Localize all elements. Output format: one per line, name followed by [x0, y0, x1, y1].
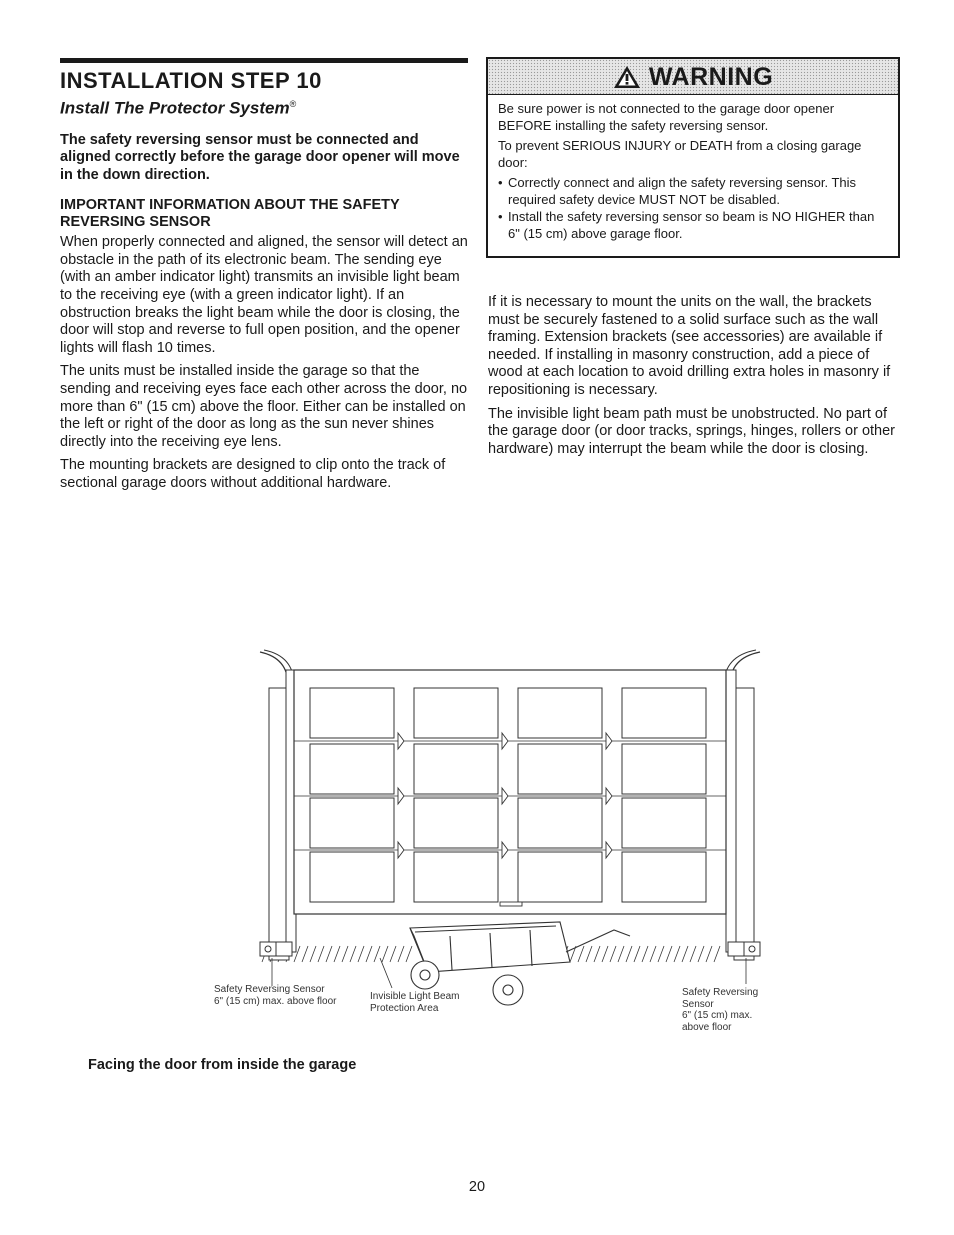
- beam-label-line1: Invisible Light Beam: [370, 991, 460, 1002]
- warning-body: [488, 95, 898, 242]
- right-sensor-label-line2: 6" (15 cm) max. above floor: [682, 1010, 753, 1033]
- body-paragraph-2: The units must be installed inside the garage so that the sending and receiving eyes face each other across the door, no more than 6" (15 cm) above the floor. Either can be installed on the left or right of the door as long as the sun never shines directly into the receiving eye lens.: [60, 363, 468, 450]
- warning-bullet-text: Correctly connect and align the safety reversing sensor. This required safety device MUST NOT be disabled.: [508, 175, 857, 207]
- left-track-curve: [260, 652, 288, 685]
- left-sensor-label-line2: 6" (15 cm) max. above floor: [214, 995, 337, 1007]
- figure-caption: Facing the door from inside the garage: [88, 1057, 357, 1073]
- right-sensor: [728, 942, 760, 956]
- warning-bullet-2: [498, 208, 888, 242]
- warning-triangle-icon: [613, 65, 641, 89]
- subtitle-text: Install The Protector System: [60, 98, 290, 118]
- garage-door-drawing: [200, 640, 780, 1030]
- garage-door-illustration: [200, 640, 780, 1033]
- left-column: [60, 58, 468, 498]
- warning-box: [486, 57, 900, 258]
- body-paragraph-3: The mounting brackets are designed to clip onto the track of sectional garage doors without additional hardware.: [60, 457, 446, 491]
- section-rule: [60, 58, 468, 63]
- step-title: INSTALLATION STEP 10: [60, 68, 322, 93]
- right-sensor-label-line1: Safety Reversing Sensor: [682, 987, 759, 1010]
- page-number: 20: [468, 1179, 486, 1195]
- right-paragraph-1: If it is necessary to mount the units on the wall, the brackets must be securely fastened to a solid surface such as the wall framing. Extension brackets (see accessories) are available if needed. If installing in masonry construction, add a piece of wood at each location to avoid drilling extra holes in masonry if repositioning is necessary.: [488, 294, 891, 398]
- left-sensor-label: [214, 984, 337, 1007]
- right-sensor-label: [682, 987, 780, 1033]
- right-column: [488, 294, 898, 464]
- right-track: [726, 670, 736, 952]
- warning-bullet-text: Install the safety reversing sensor so beam is NO HIGHER than 6" (15 cm) above garage floor.: [508, 209, 875, 241]
- door-handle: [500, 902, 522, 906]
- left-sensor: [260, 942, 292, 956]
- beam-label-line2: Protection Area: [370, 1002, 439, 1014]
- body-paragraph-1: When properly connected and aligned, the sensor will detect an obstacle in the path of its electronic beam. The sending eye (with an amber indicator light) transmits an invisible light beam to the receiving eye (with a green indicator light). If an obstruction breaks the light beam while the door is closing, the door will stop and reverse to full open position, and the opener lights will flash 10 times.: [60, 234, 468, 356]
- beam-label: [370, 991, 460, 1014]
- registered-mark: ®: [289, 99, 297, 109]
- warning-line-1: Be sure power is not connected to the garage door opener BEFORE installing the safety reversing sensor.: [498, 101, 835, 133]
- warning-line-2: To prevent SERIOUS INJURY or DEATH from a closing garage door:: [498, 138, 862, 170]
- left-sensor-label-line1: Safety Reversing Sensor: [214, 984, 325, 995]
- section-subheading: IMPORTANT INFORMATION ABOUT THE SAFETY REVERSING SENSOR: [60, 197, 400, 231]
- bullet-marker: •: [498, 209, 503, 224]
- beam-leader: [380, 958, 392, 988]
- lead-paragraph: The safety reversing sensor must be connected and aligned correctly before the garage door opener will move in the down direction.: [60, 131, 460, 183]
- bullet-marker: •: [498, 175, 503, 190]
- warning-title: WARNING: [648, 62, 774, 91]
- step-subtitle: [60, 93, 468, 120]
- right-jamb: [734, 688, 754, 960]
- warning-header: [488, 59, 898, 95]
- right-paragraph-2: The invisible light beam path must be unobstructed. No part of the garage door (or door tracks, springs, hinges, rollers or other hardware) may interrupt the beam while the door is closing.: [488, 405, 896, 457]
- warning-bullet-1: [498, 174, 888, 208]
